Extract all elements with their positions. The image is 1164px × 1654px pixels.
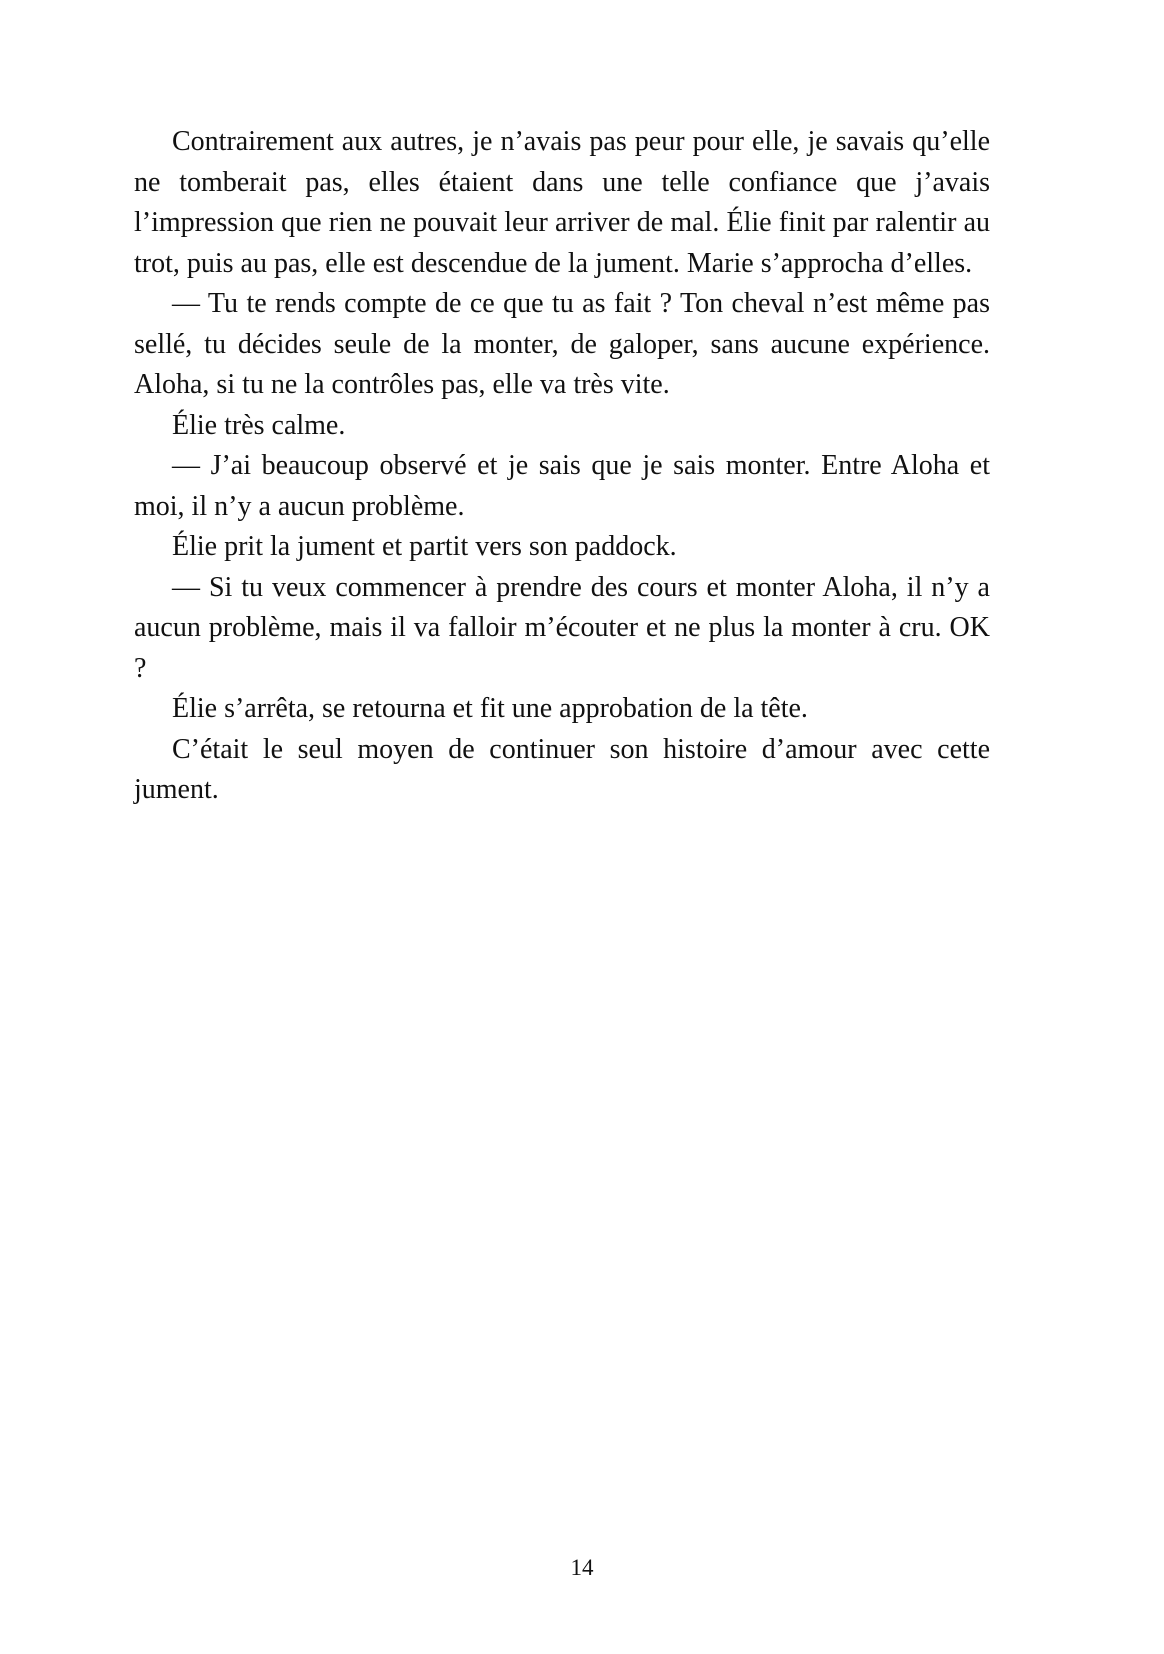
paragraph: Élie s’arrêta, se retourna et fit une approbation de la tête. — [172, 693, 808, 724]
body-text — [134, 122, 990, 811]
paragraph: — Tu te rends compte de ce que tu as fait ? Ton cheval n’est même pas sellé, tu décides seule de la monter, de galoper, sans aucune expérience. Aloha, si tu ne la contrôles pas, elle va très vite. — [134, 288, 990, 400]
paragraph: — Si tu veux commencer à prendre des cours et monter Aloha, il n’y a aucun problème, mais il va falloir m’écouter et ne plus la monter à cru. OK ? — [134, 571, 990, 684]
paragraph: Contrairement aux autres, je n’avais pas peur pour elle, je savais qu’elle ne tomberait pas, elles étaient dans une telle confiance que j’avais l’impression que rien ne pouvait leur arriver de mal. Élie finit par ralentir au trot, puis au pas, elle est descendue de la jument. Marie s’approcha d’elles. — [134, 126, 990, 279]
paragraph: Élie très calme. — [172, 409, 346, 441]
paragraph: Élie prit la jument et partit vers son paddock. — [172, 531, 677, 562]
page-number: 14 — [570, 1555, 594, 1580]
paragraph: — J’ai beaucoup observé et je sais que je sais monter. Entre Aloha et moi, il n’y a aucun problème. — [134, 450, 990, 522]
paragraph: C’était le seul moyen de continuer son histoire d’amour avec cette jument. — [134, 733, 990, 805]
